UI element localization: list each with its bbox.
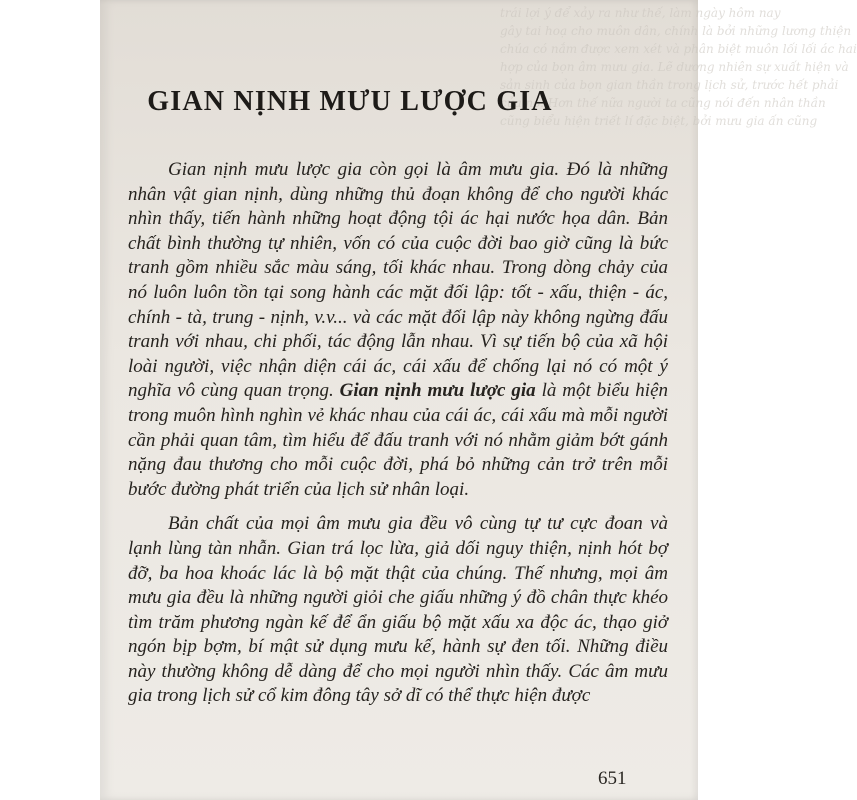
- bleed-line: hợp của bọn âm mưu gia. Lẽ dương nhiên sự xuất hiện và: [500, 60, 849, 74]
- paragraph-1-continuation: là một biểu hiện trong muôn hình nghìn vẻ khác nhau của cái ác, cái xấu mà mỗi người cần phải quan tâm, tìm hiểu để đấu tranh với nó nhằm giảm bớt gánh nặng đau thương cho mỗi cuộc đời, phá bỏ những cản trở trên mỗi bước đường phát triển của lịch sử nhân loại.: [128, 380, 669, 500]
- page-number: 651: [598, 768, 627, 789]
- bleed-line: trái lợi ý để xảy ra như thế, làm ngày hôm nay: [500, 6, 781, 20]
- chapter-title: GIAN NỊNH MƯU LƯỢC GIA: [147, 86, 553, 117]
- bleed-line: chúa có nắm được xem xét và phân biệt muôn lối lối ác hai: [500, 42, 857, 56]
- bleed-line: gây tai hoạ cho muôn dân, chính là bởi những lương thiện: [500, 24, 852, 38]
- bleed-line: sản sinh của bọn gian thần trong lịch sử, trước hết phải: [500, 78, 839, 92]
- paragraph-1: [128, 158, 668, 502]
- bleed-line: của nó. Hơn thế nữa người ta cũng nói đến nhân thần: [500, 96, 826, 110]
- body-text: [128, 158, 668, 719]
- paragraph-1-text: Gian nịnh mưu lược gia còn gọi là âm mưu gia. Đó là những nhân vật gian nịnh, dùng những thủ đoạn không để cho người khác nhìn thấy, tiến hành những hoạt động tội ác hại nước họa dân. Bản chất bình thường tự nhiên, vốn có của cuộc đời bao giờ cũng là bức tranh gồm nhiều sắc màu sáng, tối khác nhau. Trong dòng chảy của nó luôn luôn tồn tại song hành các mặt đối lập: tốt - xấu, thiện - ác, chính - tà, trung - nịnh, v.v... và các mặt đối lập này không ngừng đấu tranh với nhau, chi phối, tác động lẫn nhau. Vì sự tiến bộ của xã hội loài người, việc nhận diện cái ác, cái xấu để chống lại nó có một ý nghĩa vô cùng quan trọng.: [128, 159, 668, 402]
- bleed-line: cũng biểu hiện triết lí đặc biệt, bởi mưu gia ấn cũng: [500, 114, 818, 128]
- bold-term: Gian nịnh mưu lược gia: [339, 380, 536, 402]
- paragraph-2: Bản chất của mọi âm mưu gia đều vô cùng tự tư cực đoan và lạnh lùng tàn nhẫn. Gian trá lọc lừa, giả dối nguy thiện, nịnh hót bợ đỡ, ba hoa khoác lác là bộ mặt thật của chúng. Thế nhưng, mọi âm mưu gia đều là những người giỏi che giấu những ý đồ chân thực khéo tìm trăm phương ngàn kế để ẩn giấu bộ mặt xấu xa độc ác, thạo giở ngón bịp bợm, bí mật sử dụng mưu kế, hành sự đen tối. Những điều này thường không dễ dàng để cho mọi người nhìn thấy. Các âm mưu gia trong lịch sử cổ kim đông tây sở dĩ có thể thực hiện được: [128, 513, 668, 707]
